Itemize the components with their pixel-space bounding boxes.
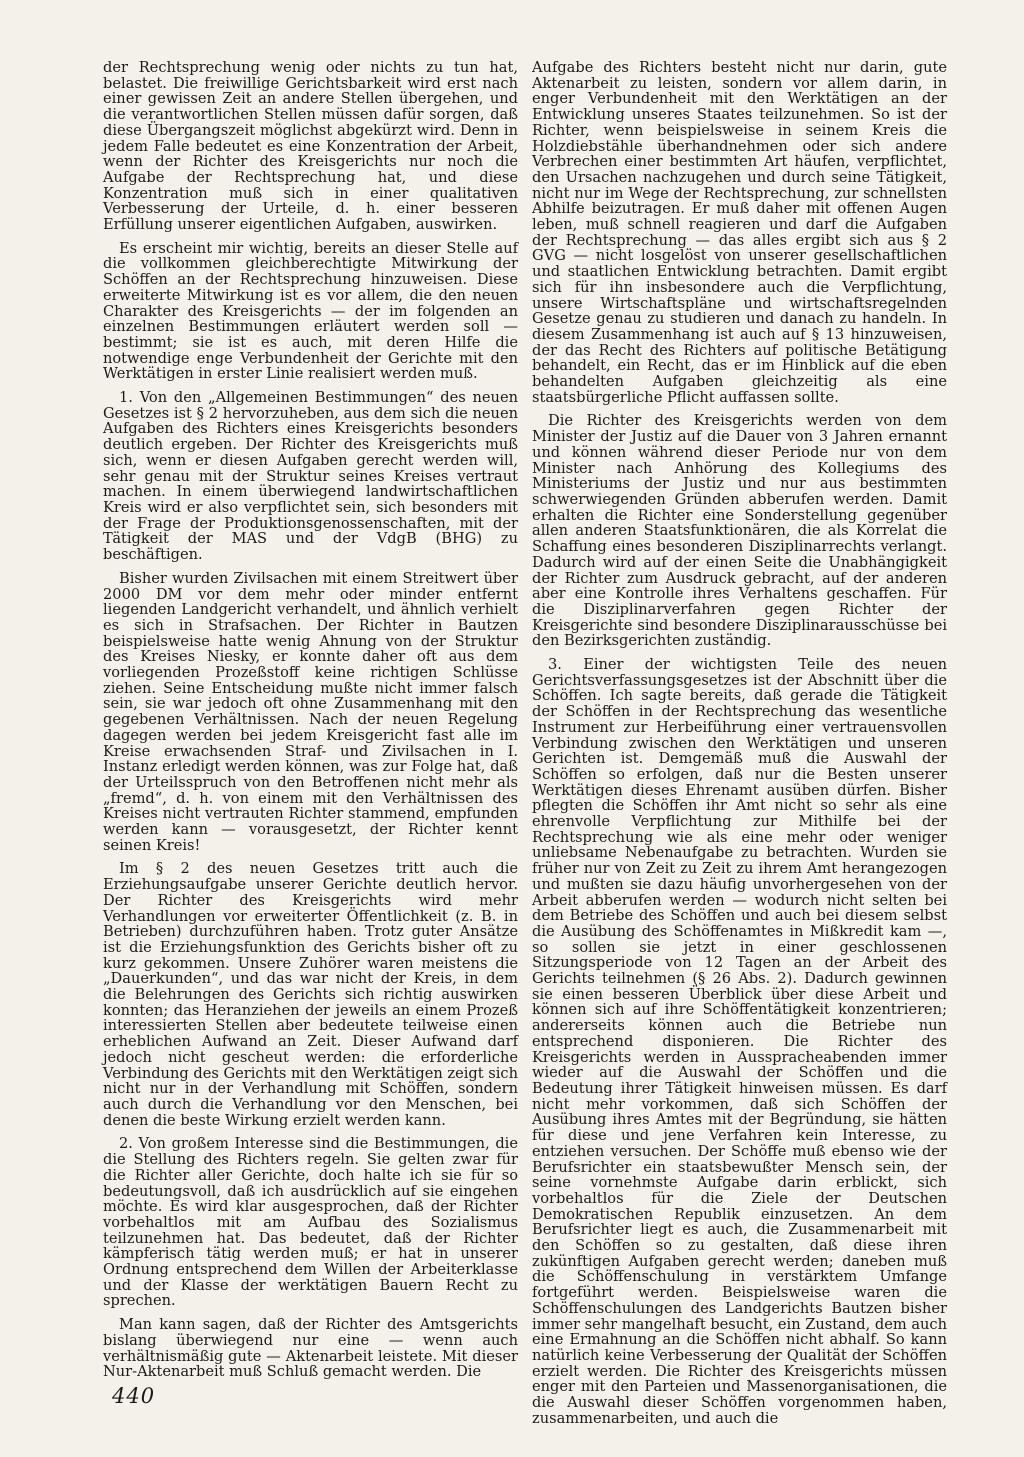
paragraph: Es erscheint mir wichtig, bereits an dieser Stelle auf die vollkommen gleichberechtigte Mitwirkung der Schöffen an der Rechtsprechung hinzuweisen. Diese erweiterte Mitwirkung ist es vor allem, die den neuen Charakter des Kreisgerichts — der im folgenden an einzelnen Bestimmungen erläutert werden soll — bestimmt; sie ist es auch, mit deren Hilfe die notwendige enge Verbundenheit der Gerichte mit den Werktätigen in erster Linie realisiert werden muß. <box>103 239 518 383</box>
paragraph: Aufgabe des Richters besteht nicht nur darin, gute Aktenarbeit zu leisten, sondern vor allem darin, in enger Verbundenheit mit den Werktätigen an der Entwicklung unseres Staates teilzunehmen. So ist der Richter, wenn beispielsweise in seinem Kreis die Holzdiebstähle überhandnehmen oder sich andere Verbrechen einer bestimmten Art häufen, verpflichtet, den Ursachen nachzugehen und durch seine Tätigkeit, nicht nur im Wege der Rechtsprechung, zur schnellsten Abhilfe beizutragen. Er muß daher mit offenen Augen leben, muß schnell reagieren und darf die Aufgaben der Rechtsprechung — das alles ergibt sich aus § 2 GVG — nicht losgelöst von unserer gesellschaftlichen und staatlichen Entwicklung betrachten. Damit ergibt sich für ihn insbesondere auch die Verpflichtung, unsere Wirtschaftspläne und wirtschaftsregelnden Gesetze genau zu studieren und danach zu handeln. In diesem Zusammenhang ist auch auf § 13 hinzuweisen, der das Recht des Richters auf politische Betätigung behandelt, ein Recht, das er im Hinblick auf die eben behandelten Aufgaben gleichzeitig als eine staatsbürgerliche Pflicht auffassen sollte. <box>532 59 947 406</box>
paragraph: 3. Einer der wichtigsten Teile des neuen Gerichtsverfassungsgesetzes ist der Abschnitt über die Schöffen. Ich sagte bereits, daß gerade die Tätigkeit der Schöffen in der Rechtsprechung das wesentliche Instrument zur Herbeiführung einer vertrauensvollen Verbindung zwischen den Werktätigen und unseren Gerichten ist. Demgemäß muß die Auswahl der Schöffen so erfolgen, daß nur die Besten unserer Werktätigen dieses Ehrenamt ausüben dürfen. Bisher pflegten die Schöffen ihr Amt nicht so sehr als eine ehrenvolle Verpflichtung zur Mithilfe bei der Rechtsprechung wie als eine mehr oder weniger unliebsame Nebenaufgabe zu betrachten. Wurden sie früher nur von Zeit zu Zeit zu ihrem Amt herangezogen und mußten sie dazu häufig unvorhergesehen von der Arbeit abberufen werden — wodurch nicht selten bei dem Betriebe des Schöffen und auch bei diesem selbst die Ausübung des Schöffenamtes in Mißkredit kam —, so sollen sie jetzt in einer geschlossenen Sitzungsperiode von 12 Tagen an der Arbeit des Gerichts teilnehmen (§ 26 Abs. 2). Dadurch gewinnen sie einen besseren Überblick über diese Arbeit und können sich auf ihre Schöffentätigkeit konzentrieren; andererseits können auch die Betriebe nun entsprechend disponieren. Die Richter des Kreisgerichts werden in Aussprachеabenden immer wieder auf die Auswahl der Schöffen und die Bedeutung ihrer Tätigkeit hinweisen müssen. Es darf nicht mehr vorkommen, daß sich Schöffen der Ausübung ihres Amtes mit der Begründung, sie hätten für diese und jene Verfahren kein Interesse, zu entziehen versuchen. Der Schöffe muß ebenso wie der Berufsrichter ein staatsbewußter Mensch sein, der seine vornehmste Aufgabe darin erblickt, sich vorbehaltlos für die Ziele der Deutschen Demokratischen Republik einzusetzen. An dem Berufsrichter liegt es auch, die Zusammenarbeit mit den Schöffen so zu gestalten, daß diese ihren zukünftigen Aufgaben gerecht werden; daneben muß die Schöffenschulung in verstärktem Umfange fortgeführt werden. Beispielsweise waren die Schöffenschulungen des Landgerichts Bautzen bisher immer sehr mangelhaft besucht, ein Zustand, dem auch eine Ermahnung an die Schöffen nicht abhalf. So kann natürlich keine Verbesserung der Qualität der Schöffen erzielt werden. Die Richter des Kreisgerichts müssen enger mit den Parteien und Massenorganisationen, die die Auswahl dieser Schöffen vorgenommen haben, zusammenarbeiten, und auch die <box>532 656 947 1427</box>
right-text-column <box>532 60 947 1426</box>
paragraph: 2. Von großem Interesse sind die Bestimmungen, die die Stellung des Richters regeln. Sie gelten zwar für die Richter aller Gerichte, doch halte ich sie für so bedeutungsvoll, daß ich ausdrücklich auf sie eingehen möchte. Es wird klar ausgesprochen, daß der Richter vorbehaltlos mit am Aufbau des Sozialismus teilzunehmen hat. Das bedeutet, daß der Richter kämpferisch tätig werden muß; er hat in unserer Ordnung entsprechend dem Willen der Arbeiterklasse und der Klasse der werktätigen Bauern Recht zu sprechen. <box>103 1135 518 1310</box>
page-number: 440 <box>112 1384 156 1408</box>
paragraph: Im § 2 des neuen Gesetzes tritt auch die Erziehungsaufgabe unserer Gerichte deutlich hervor. Der Richter des Kreisgerichts wird mehr Verhandlungen vor erweiterter Öffentlichkeit (z. B. in Betrieben) durchzuführen haben. Trotz guter Ansätze ist die Erziehungsfunktion des Gerichts bisher oft zu kurz gekommen. Unsere Zuhörer waren meistens die „Dauerkunden“, und das war nicht der Kreis, in dem die Belehrungen des Gerichts sich richtig auswirken konnten; das Heranziehen der jeweils an einem Prozeß interessierten Stellen aber bedeutete teilweise einen erheblichen Aufwand an Zeit. Dieser Aufwand darf jedoch nicht gescheut werden: die erforderliche Verbindung des Gerichts mit den Werktätigen zeigt sich nicht nur in der Verhandlung mit Schöffen, sondern auch durch die Verhandlung vor den Menschen, bei denen die beste Wirkung erzielt werden kann. <box>103 860 518 1129</box>
left-text-column <box>103 60 518 1380</box>
paragraph: Bisher wurden Zivilsachen mit einem Streitwert über 2000 DM vor dem mehr oder minder entfernt liegenden Landgericht verhandelt, und ähnlich verhielt es sich in Strafsachen. Der Richter in Bautzen beispielsweise hatte wenig Ahnung von der Struktur des Kreises Niesky, er konnte daher oft aus dem vorliegenden Prozeßstoff keine richtigen Schlüsse ziehen. Seine Entscheidung mußte nicht immer falsch sein, sie war jedoch oft ohne Zusammenhang mit den gegebenen Verhältnissen. Nach der neuen Regelung dagegen werden bei jedem Kreisgericht fast alle im Kreise erwachsenden Straf- und Zivilsachen in I. Instanz erledigt werden können, was zur Folge hat, daß der Urteilsspruch von den Betroffenen nicht mehr als „fremd“, d. h. von einem mit den Verhältnissen des Kreises nicht vertrauten Richter stammend, empfunden werden kann — vorausgesetzt, der Richter kennt seinen Kreis! <box>103 569 518 854</box>
paragraph: Die Richter des Kreisgerichts werden von dem Minister der Justiz auf die Dauer von 3 Jahren ernannt und können während dieser Periode nur von dem Minister nach Anhörung des Kollegiums des Ministeriums der Justiz und nur aus bestimmten schwerwiegenden Gründen abberufen werden. Damit erhalten die Richter eine Sonderstellung gegenüber allen anderen Staatsfunktionären, die als Korrelat die Schaffung eines besonderen Disziplinarrechts verlangt. Dadurch wird auf der einen Seite die Unabhängigkeit der Richter zum Ausdruck gebracht, auf der anderen aber eine Kontrolle ihres Verhaltens geschaffen. Für die Disziplinarverfahren gegen Richter der Kreisgerichte sind besondere Disziplinarausschüsse bei den Bezirksgerichten zuständig. <box>532 412 947 650</box>
paragraph: Man kann sagen, daß der Richter des Amtsgerichts bislang überwiegend nur eine — wenn auch verhältnismäßig gute — Aktenarbeit leistete. Mit dieser Nur-Aktenarbeit muß Schluß gemacht werden. Die <box>103 1316 518 1381</box>
paragraph: der Rechtsprechung wenig oder nichts zu tun hat, belastet. Die freiwillige Gerichtsbarkeit wird erst nach einer gewissen Zeit an andere Stellen übergehen, und die verantwortlichen Stellen müssen dafür sorgen, daß diese Übergangszeit möglichst abgekürzt wird. Denn in jedem Falle bedeutet es eine Konzentration der Arbeit, wenn der Richter des Kreisgerichts nur noch die Aufgabe der Rechtsprechung hat, und diese Konzentration muß sich in einer qualitativen Verbesserung der Urteile, d. h. einer besseren Erfüllung unserer eigentlichen Aufgaben, auswirken. <box>103 59 518 234</box>
paragraph: 1. Von den „Allgemeinen Bestimmungen“ des neuen Gesetzes ist § 2 hervorzuheben, aus dem sich die neuen Aufgaben des Richters eines Kreisgerichts besonders deutlich ergeben. Der Richter des Kreisgerichts muß sich, wenn er diesen Aufgaben gerecht werden will, sehr genau mit der Struktur seines Kreises vertraut machen. In einem überwiegend landwirtschaftlichen Kreis wird er also verpflichtet sein, sich besonders mit der Frage der Produktionsgenossenschaften, mit der Tätigkeit der MAS und der VdgB (BHG) zu beschäftigen. <box>103 389 518 564</box>
